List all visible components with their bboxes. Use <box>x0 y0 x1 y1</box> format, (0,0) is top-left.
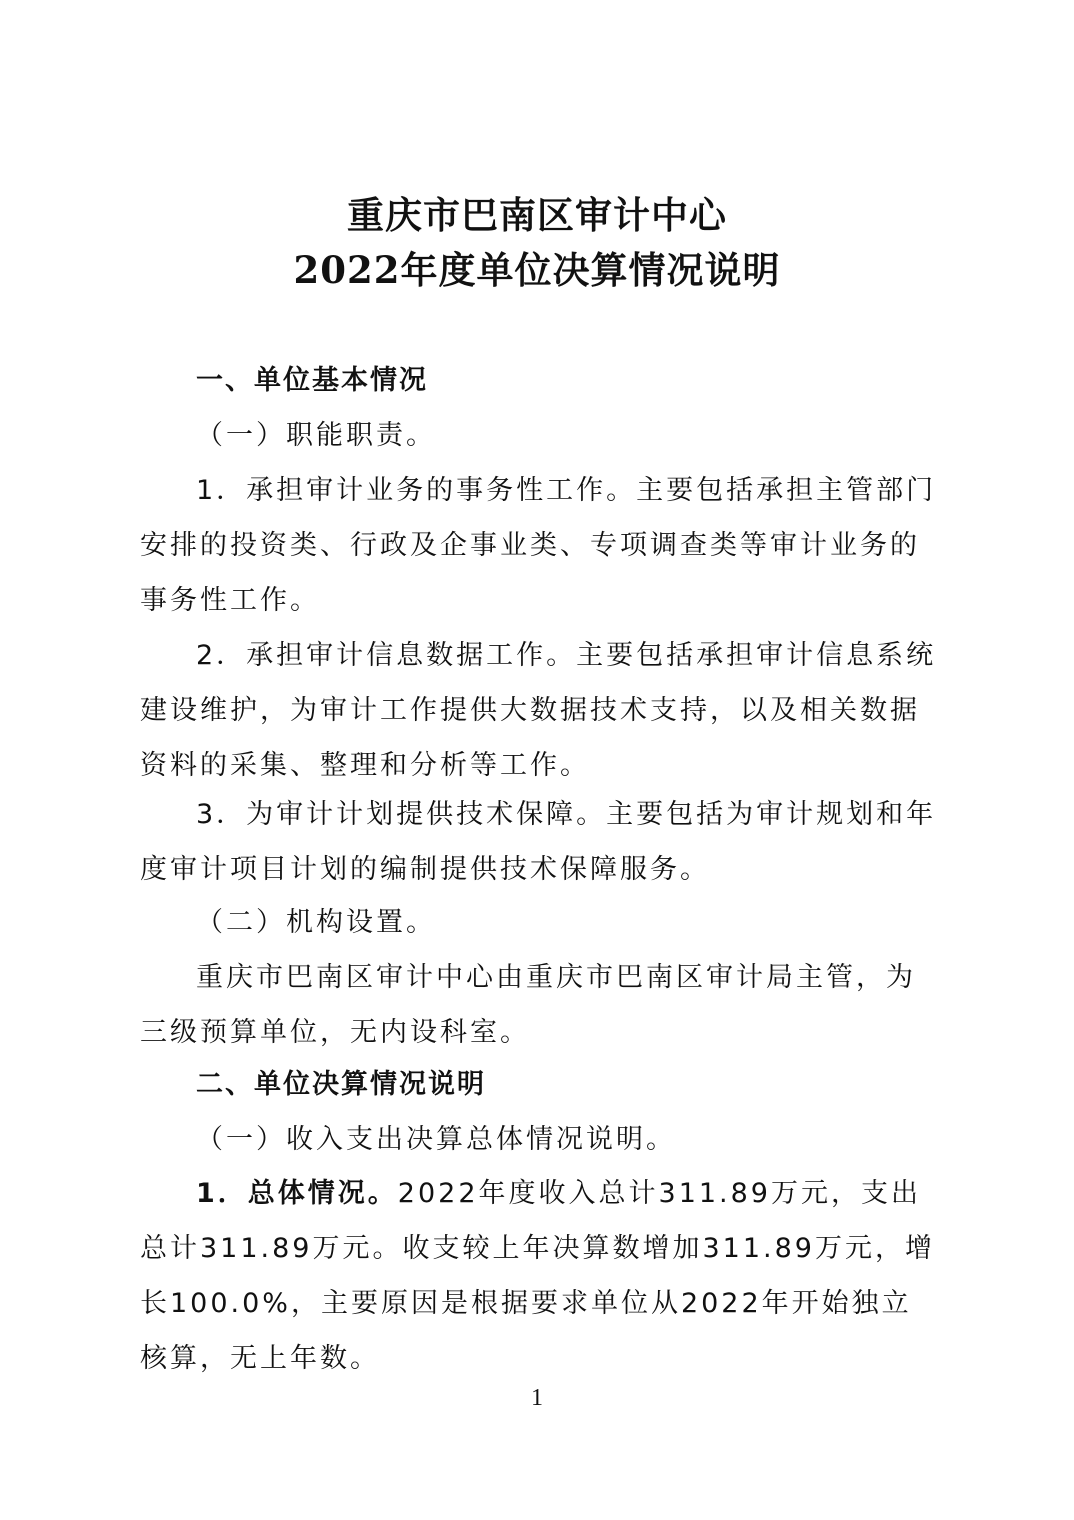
document-title-line2: 2022年度单位决算情况说明 <box>293 248 781 292</box>
section2-item1-lead: 1．总体情况。 <box>196 1178 398 1209</box>
document-title-line1: 重庆市巴南区审计中心 <box>347 193 727 237</box>
section2-heading: 二、单位决算情况说明 <box>196 1069 486 1100</box>
section1-heading: 一、单位基本情况 <box>196 365 428 396</box>
section1-sub1-heading: （一）职能职责。 <box>196 420 436 451</box>
section1-item2: 2．承担审计信息数据工作。主要包括承担审计信息系统建设维护，为审计工作提供大数据技术支持，以及相关数据资料的采集、整理和分析等工作。 <box>140 640 937 781</box>
section1-item3: 3．为审计计划提供技术保障。主要包括为审计规划和年度审计项目计划的编制提供技术保障服务。 <box>140 799 937 885</box>
section2-item1-text: 2022年度收入总计311.89万元，支出总计311.89万元。收支较上年决算数增加311.89万元，增长100.0%，主要原因是根据要求单位从2022年开始独立核算，无上年数。 <box>140 1178 935 1374</box>
section2-item1 <box>140 1166 940 1386</box>
section1-sub2-heading: （二）机构设置。 <box>196 907 436 938</box>
page-number: 1 <box>531 1385 543 1411</box>
section2-sub1-heading: （一）收入支出决算总体情况说明。 <box>196 1124 676 1155</box>
section1-item1: 1．承担审计业务的事务性工作。主要包括承担主管部门安排的投资类、行政及企事业类、专项调查类等审计业务的事务性工作。 <box>140 475 937 616</box>
section1-org-text: 重庆市巴南区审计中心由重庆市巴南区审计局主管，为三级预算单位，无内设科室。 <box>140 962 916 1048</box>
